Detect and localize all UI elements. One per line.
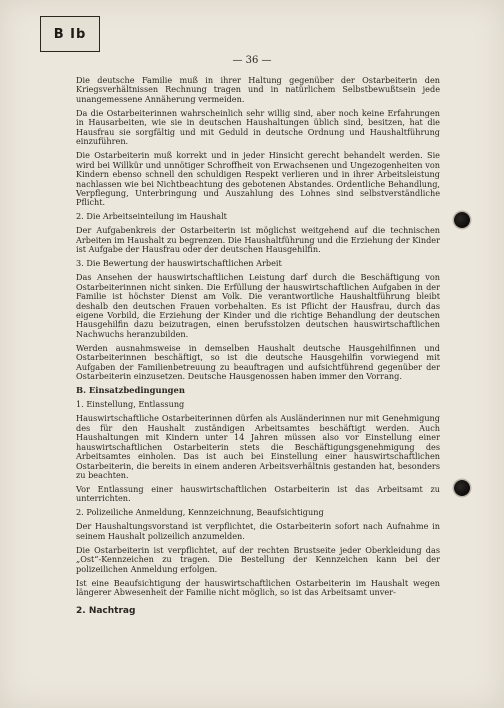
paragraph: Die Ostarbeiterin muß korrekt und in jeder Hinsicht gerecht behandelt werden. Sie wird bei Willkür und unnötiger Schroffheit von Erwachsenen und Ungezogenheiten von Kindern ebenso schnell den schuldigen Respekt verlieren und in ihrer Arbeitsleistung nachlassen wie bei Nichtbeachtung des gebotenen Abstandes. Ordentliche Behandlung, Verpflegung, Unterbringung und Auszahlung des Lohnes sind selbstverständliche Pflicht.	[76, 150, 440, 208]
heading-arbeitseinteilung: 2. Die Arbeitseinteilung im Haushalt	[76, 211, 227, 222]
section-b-title: B. Einsatzbedingungen	[76, 385, 185, 396]
punch-hole	[454, 480, 470, 496]
heading-polizeiliche-anmeldung: 2. Polizeiliche Anmeldung, Kennzeichnung, Beaufsichtigung	[76, 507, 324, 518]
paragraph: Da die Ostarbeiterinnen wahrscheinlich sehr willig sind, aber noch keine Erfahrungen in Hausarbeiten, wie sie in deutschen Haushaltungen üblich sind, besitzen, hat die Hausfrau sie sorgfältig und mit Geduld in deutsche Ordnung und Haushaltführung einzuführen.	[76, 107, 440, 147]
document-body	[76, 76, 440, 616]
paragraph: Ist eine Beaufsichtigung der hauswirtschaftlichen Ostarbeiterin im Haushalt wegen längerer Abwesenheit der Familie nicht möglich, so ist das Arbeitsamt unver-	[76, 577, 440, 598]
page-number: — 36 —	[232, 55, 272, 66]
section-code: B Ib	[53, 26, 87, 42]
heading-einstellung: 1. Einstellung, Entlassung	[76, 399, 185, 410]
paragraph: Die Ostarbeiterin ist verpflichtet, auf der rechten Brustseite jeder Oberkleidung das „Ost“-Kennzeichen zu tragen. Die Bestellung der Kennzeichen kann bei der polizeilichen Anmeldung erfolgen.	[76, 544, 440, 574]
punch-hole	[454, 212, 470, 228]
paragraph: Der Haushaltungsvorstand ist verpflichtet, die Ostarbeiterin sofort nach Aufnahme in seinem Haushalt polizeilich anzumelden.	[76, 521, 440, 541]
paragraph: Werden ausnahmsweise in demselben Haushalt deutsche Hausgehilfinnen und Ostarbeiterinnen beschäftigt, so ist die deutsche Hausgehilfin vorwiegend mit Aufgaben der Familienbetreuung zu beauftragen und aufsichtführend gegenüber der Ostarbeiterin einzusetzen. Deutsche Hausgenossen haben immer den Vorrang.	[76, 342, 440, 382]
paragraph: Hauswirtschaftliche Ostarbeiterinnen dürfen als Ausländerinnen nur mit Genehmigung des für den Haushalt zuständigen Arbeitsamtes beschäftigt werden. Auch Haushaltungen mit Kindern unter 14 Jahren müssen also vor Einstellung einer hauswirtschaftlichen Ostarbeiterin stets die Beschäftigungsgenehmigung des Arbeitsamtes einholen. Das ist auch bei Einstellung einer hauswirtschaftlichen Ostarbeiterin, die bereits in einem anderen Arbeitsverhältnis gestanden hat, besonders zu beachten.	[76, 413, 440, 481]
paragraph: Die deutsche Familie muß in ihrer Haltung gegenüber der Ostarbeiterin den Kriegsverhältnissen Rechnung tragen und in natürlichem Selbstbewußtsein jede unangemessene Annäherung vermeiden.	[76, 75, 440, 104]
section-code-box	[40, 16, 100, 52]
heading-bewertung: 3. Die Bewertung der hauswirtschaftlichen Arbeit	[76, 258, 282, 269]
paragraph: Das Ansehen der hauswirtschaftlichen Leistung darf durch die Beschäftigung von Ostarbeiterinnen nicht sinken. Die Erfüllung der hauswirtschaftlichen Aufgaben in der Familie ist höchster Dienst am Volk. Die verantwortliche Haushaltführung bleibt deshalb den deutschen Frauen vorbehalten. Es ist Pflicht der Hausfrau, durch das eigene Vorbild, die Erziehung der Kinder und die richtige Behandlung der deutschen Hausgehilfin dazu beizutragen, einen berufsstolzen deutschen hauswirtschaftlichen Nachwuchs heranzubilden.	[76, 272, 440, 339]
paragraph: Der Aufgabenkreis der Ostarbeiterin ist möglichst weitgehend auf die technischen Arbeiten im Haushalt zu begrenzen. Die Haushaltführung und die Erziehung der Kinder ist Aufgabe der Hausfrau oder der deutschen Hausgehilfin.	[76, 225, 440, 255]
nachtrag-label: 2. Nachtrag	[76, 605, 136, 616]
paragraph: Vor Entlassung einer hauswirtschaftlichen Ostarbeiterin ist das Arbeitsamt zu unterrichten.	[76, 484, 440, 504]
